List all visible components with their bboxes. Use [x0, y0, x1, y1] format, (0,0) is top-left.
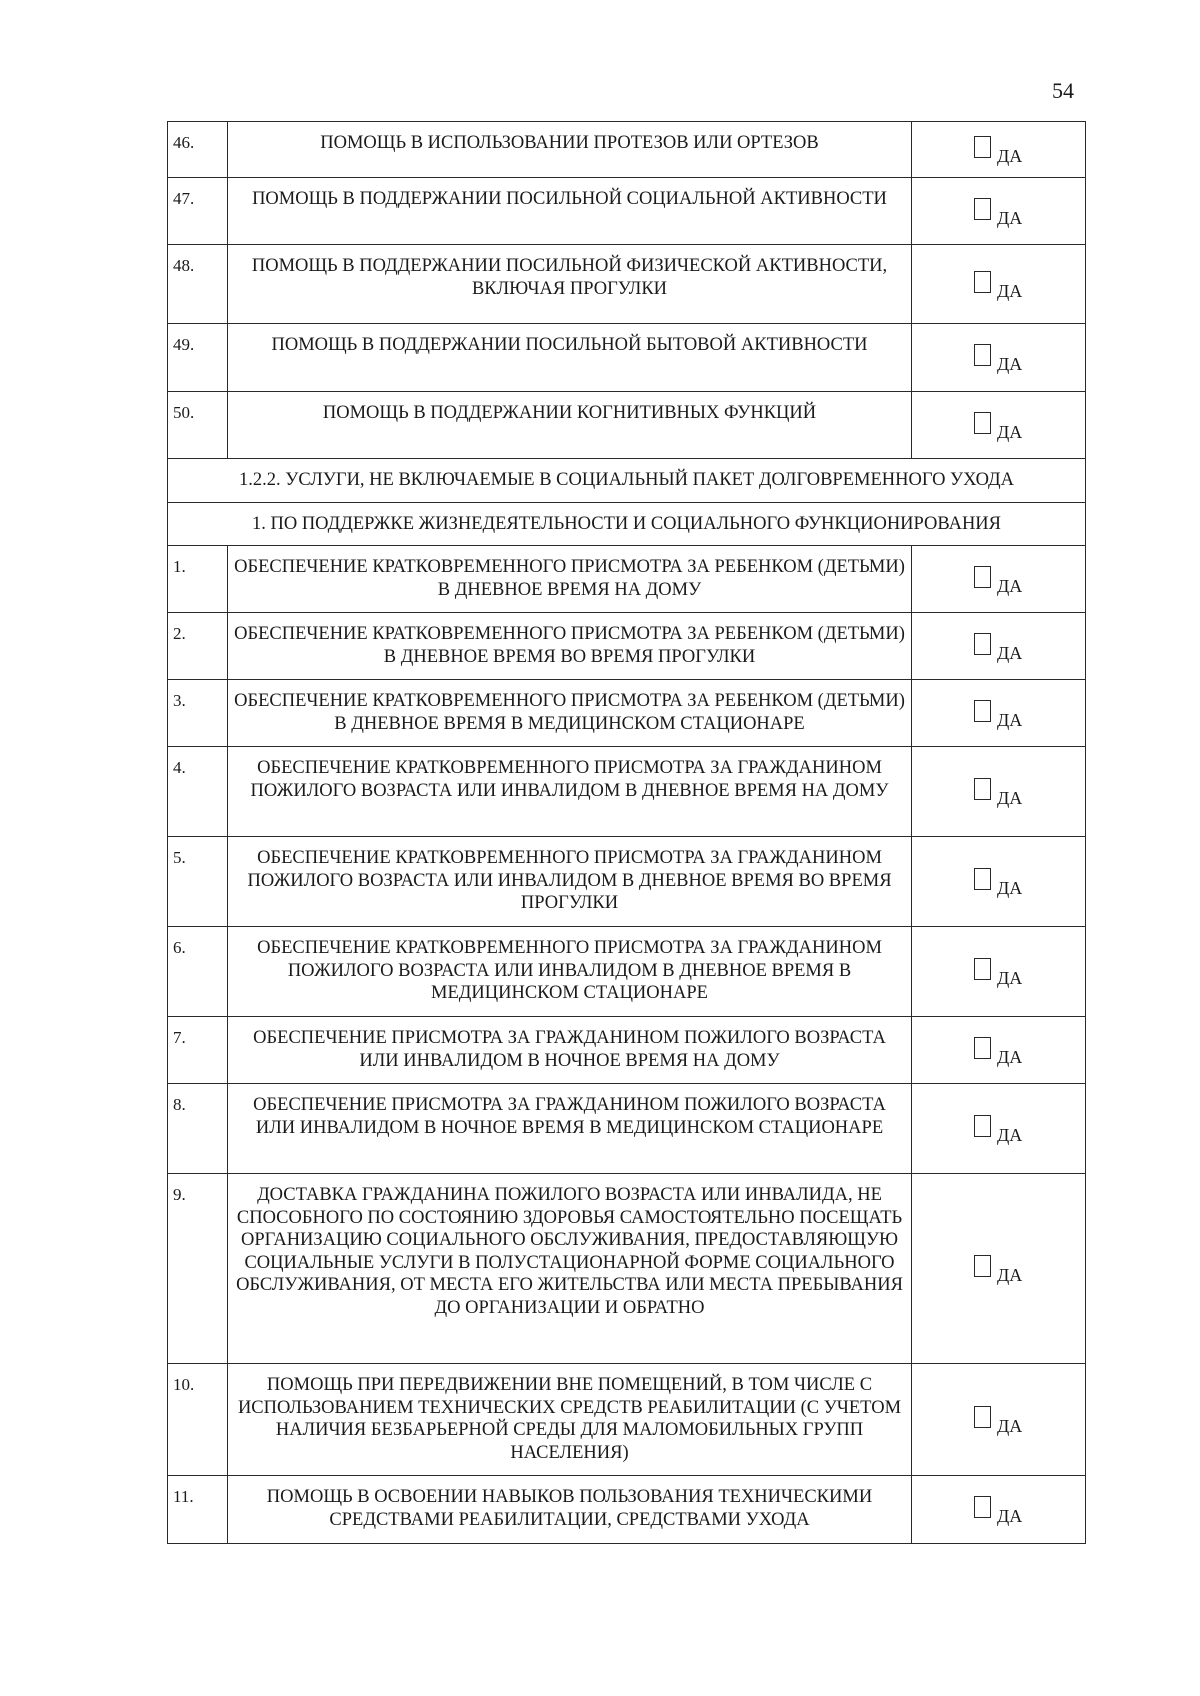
checkbox-label: ДА: [997, 788, 1023, 809]
table-row: [168, 122, 1086, 178]
answer-cell: [912, 837, 1086, 927]
answer-cell: [912, 1084, 1086, 1174]
row-number: 1.: [168, 546, 228, 613]
service-description: ПОМОЩЬ В ПОДДЕРЖАНИИ ПОСИЛЬНОЙ СОЦИАЛЬНОЙ АКТИВНОСТИ: [228, 178, 912, 245]
checkbox-label: ДА: [997, 421, 1023, 442]
yes-checkbox[interactable]: [974, 412, 991, 434]
answer-cell: [912, 1364, 1086, 1476]
answer-cell: [912, 178, 1086, 245]
row-number: 9.: [168, 1174, 228, 1364]
checkbox-label: ДА: [997, 1416, 1023, 1437]
table-row: [168, 747, 1086, 837]
answer-cell: [912, 1476, 1086, 1544]
service-description: ОБЕСПЕЧЕНИЕ ПРИСМОТРА ЗА ГРАЖДАНИНОМ ПОЖИЛОГО ВОЗРАСТА ИЛИ ИНВАЛИДОМ В НОЧНОЕ ВРЕМЯ НА ДОМУ: [228, 1017, 912, 1084]
checkbox-label: ДА: [997, 280, 1023, 301]
table-row: [168, 178, 1086, 245]
service-description: ОБЕСПЕЧЕНИЕ КРАТКОВРЕМЕННОГО ПРИСМОТРА ЗА РЕБЕНКОМ (ДЕТЬМИ) В ДНЕВНОЕ ВРЕМЯ НА ДОМУ: [228, 546, 912, 613]
page-number: 54: [1052, 78, 1074, 103]
table-row: [168, 1476, 1086, 1544]
yes-checkbox[interactable]: [974, 271, 991, 293]
answer-cell: [912, 680, 1086, 747]
checkbox-label: ДА: [997, 968, 1023, 989]
checkbox-label: ДА: [997, 354, 1023, 375]
table-row: [168, 613, 1086, 680]
table-row: [168, 392, 1086, 459]
row-number: 10.: [168, 1364, 228, 1476]
row-number: 50.: [168, 392, 228, 459]
service-description: ОБЕСПЕЧЕНИЕ КРАТКОВРЕМЕННОГО ПРИСМОТРА ЗА ГРАЖДАНИНОМ ПОЖИЛОГО ВОЗРАСТА ИЛИ ИНВАЛИДОМ В ДНЕВНОЕ ВРЕМЯ ВО ВРЕМЯ ПРОГУЛКИ: [228, 837, 912, 927]
subsection-heading: 1. ПО ПОДДЕРЖКЕ ЖИЗНЕДЕЯТЕЛЬНОСТИ И СОЦИАЛЬНОГО ФУНКЦИОНИРОВАНИЯ: [168, 503, 1086, 546]
table-row: [168, 837, 1086, 927]
row-number: 6.: [168, 927, 228, 1017]
checkbox-label: ДА: [997, 207, 1023, 228]
table-row: [168, 546, 1086, 613]
service-description: ОБЕСПЕЧЕНИЕ КРАТКОВРЕМЕННОГО ПРИСМОТРА ЗА РЕБЕНКОМ (ДЕТЬМИ) В ДНЕВНОЕ ВРЕМЯ ВО ВРЕМЯ ПРОГУЛКИ: [228, 613, 912, 680]
answer-cell: [912, 392, 1086, 459]
answer-cell: [912, 1174, 1086, 1364]
table-row: [168, 1017, 1086, 1084]
answer-cell: [912, 747, 1086, 837]
yes-checkbox[interactable]: [974, 1255, 991, 1277]
answer-cell: [912, 245, 1086, 324]
service-description: ПОМОЩЬ В ОСВОЕНИИ НАВЫКОВ ПОЛЬЗОВАНИЯ ТЕХНИЧЕСКИМИ СРЕДСТВАМИ РЕАБИЛИТАЦИИ, СРЕДСТВАМИ УХОДА: [228, 1476, 912, 1544]
subsection-heading-row: [168, 503, 1086, 546]
table-row: [168, 1364, 1086, 1476]
checkbox-label: ДА: [997, 146, 1023, 167]
table-row: [168, 1174, 1086, 1364]
service-description: ПОМОЩЬ В ИСПОЛЬЗОВАНИИ ПРОТЕЗОВ ИЛИ ОРТЕЗОВ: [228, 122, 912, 178]
yes-checkbox[interactable]: [974, 1115, 991, 1137]
checkbox-label: ДА: [997, 1046, 1023, 1067]
service-description: ПОМОЩЬ В ПОДДЕРЖАНИИ ПОСИЛЬНОЙ ФИЗИЧЕСКОЙ АКТИВНОСТИ, ВКЛЮЧАЯ ПРОГУЛКИ: [228, 245, 912, 324]
row-number: 8.: [168, 1084, 228, 1174]
service-description: ДОСТАВКА ГРАЖДАНИНА ПОЖИЛОГО ВОЗРАСТА ИЛИ ИНВАЛИДА, НЕ СПОСОБНОГО ПО СОСТОЯНИЮ ЗДОРОВЬЯ САМОСТОЯТЕЛЬНО ПОСЕЩАТЬ ОРГАНИЗАЦИЮ СОЦИАЛЬНОГО ОБСЛУЖИВАНИЯ, ПРЕДОСТАВЛЯЮЩУЮ СОЦИАЛЬНЫЕ УСЛУГИ В ПОЛУСТАЦИОНАРНОЙ ФОРМЕ СОЦИАЛЬНОГО ОБСЛУЖИВАНИЯ, ОТ МЕСТА ЕГО ЖИТЕЛЬСТВА ИЛИ МЕСТА ПРЕБЫВАНИЯ ДО ОРГАНИЗАЦИИ И ОБРАТНО: [228, 1174, 912, 1364]
table-row: [168, 1084, 1086, 1174]
row-number: 2.: [168, 613, 228, 680]
yes-checkbox[interactable]: [974, 566, 991, 588]
service-description: ОБЕСПЕЧЕНИЕ КРАТКОВРЕМЕННОГО ПРИСМОТРА ЗА РЕБЕНКОМ (ДЕТЬМИ) В ДНЕВНОЕ ВРЕМЯ В МЕДИЦИНСКОМ СТАЦИОНАРЕ: [228, 680, 912, 747]
row-number: 49.: [168, 324, 228, 392]
yes-checkbox[interactable]: [974, 344, 991, 366]
service-description: ПОМОЩЬ ПРИ ПЕРЕДВИЖЕНИИ ВНЕ ПОМЕЩЕНИЙ, В ТОМ ЧИСЛЕ С ИСПОЛЬЗОВАНИЕМ ТЕХНИЧЕСКИХ СРЕДСТВ РЕАБИЛИТАЦИИ (С УЧЕТОМ НАЛИЧИЯ БЕЗБАРЬЕРНОЙ СРЕДЫ ДЛЯ МАЛОМОБИЛЬНЫХ ГРУПП НАСЕЛЕНИЯ): [228, 1364, 912, 1476]
yes-checkbox[interactable]: [974, 633, 991, 655]
services-rows-top: [168, 122, 1086, 459]
service-description: ОБЕСПЕЧЕНИЕ КРАТКОВРЕМЕННОГО ПРИСМОТРА ЗА ГРАЖДАНИНОМ ПОЖИЛОГО ВОЗРАСТА ИЛИ ИНВАЛИДОМ В ДНЕВНОЕ ВРЕМЯ В МЕДИЦИНСКОМ СТАЦИОНАРЕ: [228, 927, 912, 1017]
yes-checkbox[interactable]: [974, 198, 991, 220]
row-number: 46.: [168, 122, 228, 178]
row-number: 4.: [168, 747, 228, 837]
row-number: 3.: [168, 680, 228, 747]
answer-cell: [912, 546, 1086, 613]
services-table: [167, 121, 1086, 1544]
yes-checkbox[interactable]: [974, 958, 991, 980]
answer-cell: [912, 1017, 1086, 1084]
yes-checkbox[interactable]: [974, 1037, 991, 1059]
row-number: 5.: [168, 837, 228, 927]
answer-cell: [912, 122, 1086, 178]
row-number: 11.: [168, 1476, 228, 1544]
service-description: ПОМОЩЬ В ПОДДЕРЖАНИИ КОГНИТИВНЫХ ФУНКЦИЙ: [228, 392, 912, 459]
answer-cell: [912, 613, 1086, 680]
checkbox-label: ДА: [997, 1125, 1023, 1146]
row-number: 7.: [168, 1017, 228, 1084]
section-headings: [168, 459, 1086, 546]
row-number: 47.: [168, 178, 228, 245]
table-row: [168, 680, 1086, 747]
service-description: ПОМОЩЬ В ПОДДЕРЖАНИИ ПОСИЛЬНОЙ БЫТОВОЙ АКТИВНОСТИ: [228, 324, 912, 392]
checkbox-label: ДА: [997, 642, 1023, 663]
checkbox-label: ДА: [997, 1506, 1023, 1527]
checkbox-label: ДА: [997, 709, 1023, 730]
yes-checkbox[interactable]: [974, 868, 991, 890]
table-row: [168, 245, 1086, 324]
section-heading: 1.2.2. УСЛУГИ, НЕ ВКЛЮЧАЕМЫЕ В СОЦИАЛЬНЫЙ ПАКЕТ ДОЛГОВРЕМЕННОГО УХОДА: [168, 459, 1086, 503]
yes-checkbox[interactable]: [974, 1496, 991, 1518]
yes-checkbox[interactable]: [974, 700, 991, 722]
checkbox-label: ДА: [997, 575, 1023, 596]
answer-cell: [912, 927, 1086, 1017]
service-description: ОБЕСПЕЧЕНИЕ ПРИСМОТРА ЗА ГРАЖДАНИНОМ ПОЖИЛОГО ВОЗРАСТА ИЛИ ИНВАЛИДОМ В НОЧНОЕ ВРЕМЯ В МЕДИЦИНСКОМ СТАЦИОНАРЕ: [228, 1084, 912, 1174]
checkbox-label: ДА: [997, 878, 1023, 899]
table-row: [168, 324, 1086, 392]
section-heading-row: [168, 459, 1086, 503]
checkbox-label: ДА: [997, 1265, 1023, 1286]
row-number: 48.: [168, 245, 228, 324]
yes-checkbox[interactable]: [974, 778, 991, 800]
answer-cell: [912, 324, 1086, 392]
yes-checkbox[interactable]: [974, 1406, 991, 1428]
table-row: [168, 927, 1086, 1017]
service-description: ОБЕСПЕЧЕНИЕ КРАТКОВРЕМЕННОГО ПРИСМОТРА ЗА ГРАЖДАНИНОМ ПОЖИЛОГО ВОЗРАСТА ИЛИ ИНВАЛИДОМ В ДНЕВНОЕ ВРЕМЯ НА ДОМУ: [228, 747, 912, 837]
yes-checkbox[interactable]: [974, 136, 991, 158]
services-rows-bottom: [168, 546, 1086, 1544]
